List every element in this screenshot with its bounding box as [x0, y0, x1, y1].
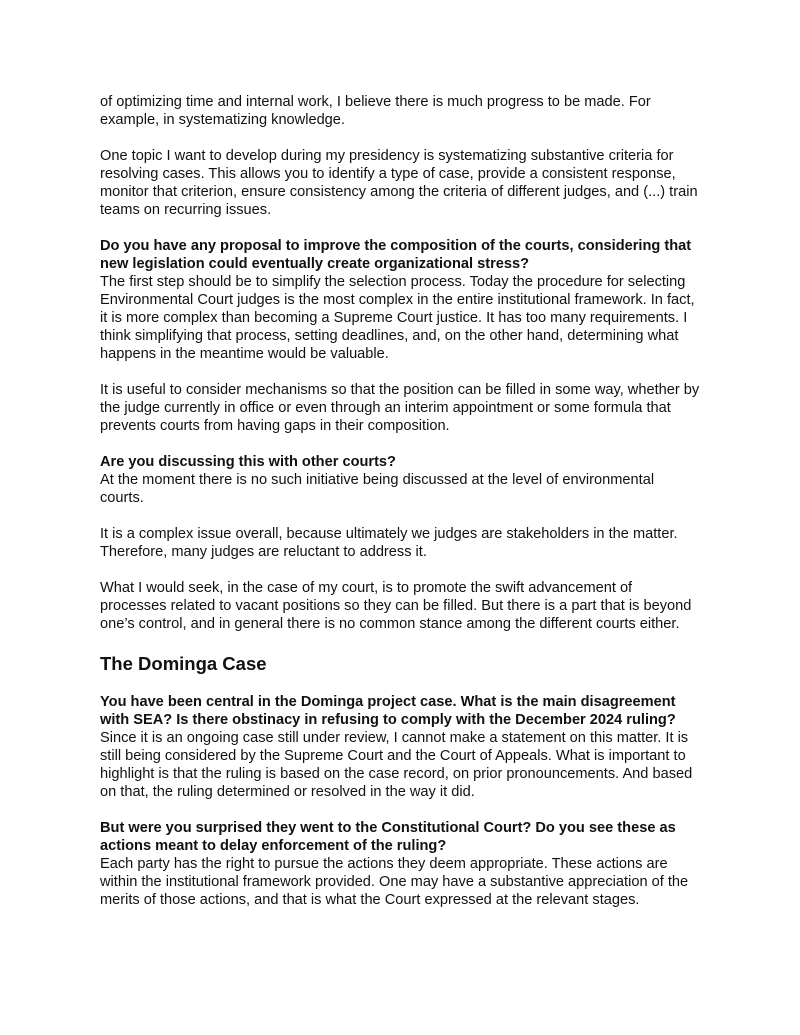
answer-composition-followup: It is useful to consider mechanisms so that the position can be filled in some way, whether by the judge currently in office or even through an interim appointment or some formula that prevents courts from having gaps in their composition. — [100, 382, 700, 434]
intro-paragraph-2: One topic I want to develop during my presidency is systematizing substantive criteria for resolving cases. This allows you to identify a type of case, provide a consistent response, monitor that criterion, ensure consistency among the criteria of different judges, and (...) train teams on recurring issues. — [100, 148, 698, 218]
question-dominga-disagreement: You have been central in the Dominga project case. What is the main disagreement with SEA? Is there obstinacy in refusing to comply with the December 2024 ruling? — [100, 694, 676, 728]
answer-composition-of-courts: The first step should be to simplify the selection process. Today the procedure for selecting Environmental Court judges is the most complex in the entire institutional framework. In fact, it is more complex than becoming a Supreme Court justice. It has too many requirements. I think simplifying that process, setting deadlines, and, on the other hand, determining what happens in the meantime would be valuable. — [100, 274, 695, 362]
question-other-courts: Are you discussing this with other courts? — [100, 454, 396, 470]
question-composition-of-courts: Do you have any proposal to improve the composition of the courts, considering that new legislation could eventually create organizational stress? — [100, 238, 692, 272]
answer-constitutional-court: Each party has the right to pursue the actions they deem appropriate. These actions are within the institutional framework provided. One may have a substantive appreciation of the merits of those actions, and that is what the Court expressed at the relevant stages. — [100, 856, 689, 908]
answer-dominga-disagreement: Since it is an ongoing case still under review, I cannot make a statement on this matter. It is still being considered by the Supreme Court and the Court of Appeals. What is important to highlight is that the ruling is based on the case record, on prior pronouncements. And based on that, the ruling determined or resolved in the way it did. — [100, 730, 693, 800]
section-heading-dominga-case: The Dominga Case — [100, 653, 267, 674]
question-constitutional-court: But were you surprised they went to the Constitutional Court? Do you see these as actions meant to delay enforcement of the ruling? — [100, 820, 676, 854]
answer-other-courts: At the moment there is no such initiative being discussed at the level of environmental courts. — [100, 472, 655, 506]
answer-other-courts-followup-1: It is a complex issue overall, because ultimately we judges are stakeholders in the matter. Therefore, many judges are reluctant to address it. — [100, 526, 678, 560]
document-page — [100, 93, 700, 927]
answer-other-courts-followup-2: What I would seek, in the case of my court, is to promote the swift advancement of processes related to vacant positions so they can be filled. But there is a part that is beyond one’s control, and in general there is no common stance among the different courts either. — [100, 580, 692, 632]
intro-paragraph-1: of optimizing time and internal work, I believe there is much progress to be made. For example, in systematizing knowledge. — [100, 94, 651, 128]
